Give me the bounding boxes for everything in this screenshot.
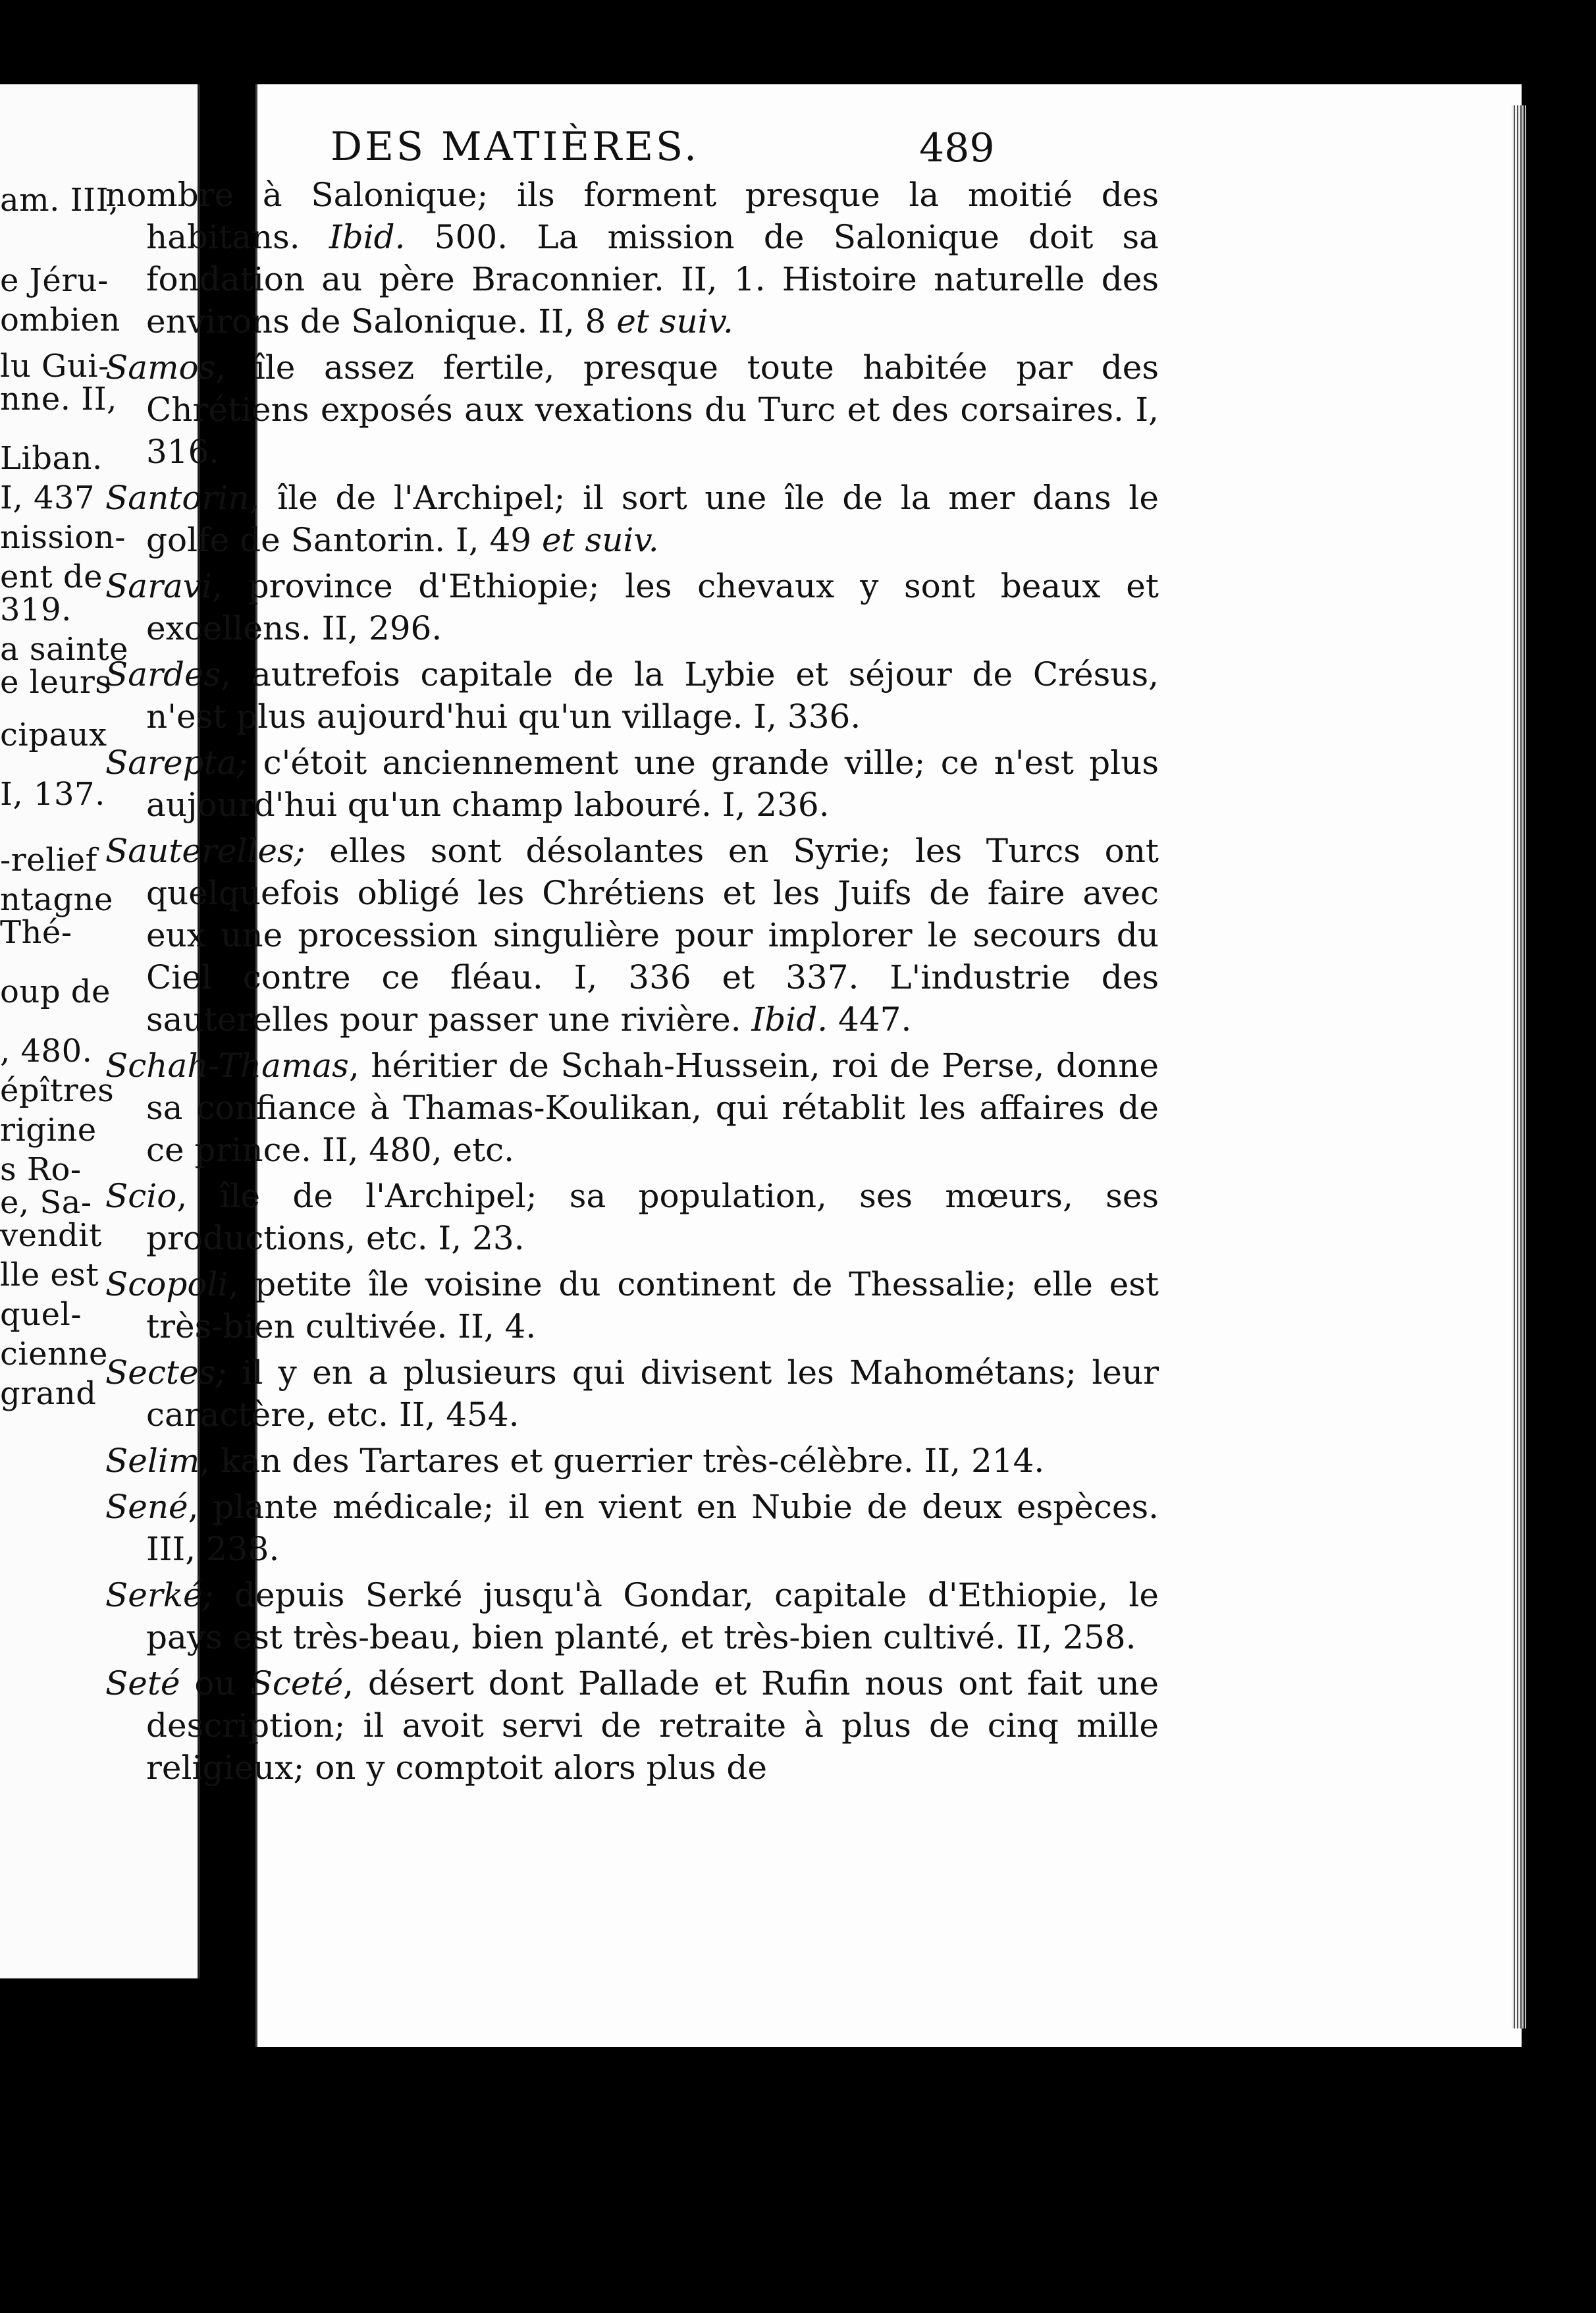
left-page-line: lle est (0, 1257, 99, 1293)
entry-text: Ibid. (329, 218, 406, 256)
entry-headword: Scio (105, 1177, 177, 1215)
index-entry (105, 1486, 1159, 1570)
index-entry (105, 174, 1159, 342)
entry-headword: Sardes (105, 655, 221, 694)
entry-text: 447. (828, 1000, 912, 1039)
left-page-line: rigine (0, 1112, 97, 1149)
entry-headword: Sené (105, 1488, 188, 1526)
left-page-line: I, 137. (0, 776, 105, 813)
entry-text: et suiv. (541, 521, 659, 559)
entry-text: , désert dont Pallade et Rufin nous ont fait une description; il avoit servi de retraite à plus de cinq mille religieux; on y comptoit alors plus de (146, 1664, 1159, 1787)
entry-text: il y en a plusieurs qui divisent les Mahométans; leur caractère, etc. II, 454. (146, 1353, 1159, 1434)
left-page-line: oup de (0, 973, 111, 1010)
entry-text: elles sont désolantes en Syrie; les Turcs ont quelquefois obligé les Chrétiens et les Juifs de faire avec eux une procession singulière pour implorer le secours du Ciel contre ce fléau. I, 336 et 337. L'industrie des sauterelles pour passer une rivière. (146, 832, 1159, 1039)
entry-headword: Serké; (105, 1576, 214, 1614)
entry-headword: Selim (105, 1442, 200, 1480)
left-page-line: ombien (0, 302, 120, 339)
left-page-line: am. III, (0, 182, 119, 219)
index-entry (105, 1574, 1159, 1658)
index-entry (105, 830, 1159, 1041)
left-page-line: ntagne (0, 881, 113, 918)
left-page-line: ent de (0, 558, 103, 595)
entry-text: , île de l'Archipel; il sort une île de la mer dans le golfe de Santorin. I, 49 (146, 479, 1159, 559)
entry-headword: Schah-Thamas (105, 1047, 349, 1085)
entry-text: , autrefois capitale de la Lybie et séjour de Crésus, n'est plus aujourd'hui qu'un village. I, 336. (146, 655, 1159, 736)
index-entry (105, 477, 1159, 561)
running-header-title: DES MATIÈRES. (331, 124, 700, 170)
left-page-line: lu Gui- (0, 348, 109, 385)
entry-headword: Seté (105, 1664, 180, 1702)
entry-text: , île assez fertile, presque toute habitée par des Chrétiens exposés aux vexations du Turc et des corsaires. I, 316. (146, 348, 1159, 471)
entry-text: , héritier de Schah-Hussein, roi de Perse, donne sa confiance à Thamas-Koulikan, qui rétablit les affaires de ce prince. II, 480, etc. (146, 1047, 1159, 1169)
left-page-line: s Ro- (0, 1151, 82, 1188)
entry-text: depuis Serké jusqu'à Gondar, capitale d'Ethiopie, le pays est très-beau, bien planté, et très-bien cultivé. II, 258. (146, 1576, 1159, 1656)
left-page-line: nne. II, (0, 381, 117, 418)
left-page-line: cipaux (0, 717, 107, 753)
index-entry (105, 1175, 1159, 1259)
page-number: 489 (919, 125, 995, 171)
left-page-line: nission- (0, 519, 126, 556)
left-page-line: -relief (0, 842, 97, 879)
entry-text: nombre à Salonique; ils forment presque la moitié des habitans. (105, 176, 1159, 256)
entry-text: , province d'Ethiopie; les chevaux y sont beaux et excellens. II, 296. (146, 567, 1159, 647)
left-page-line: vendit (0, 1217, 102, 1254)
left-page-line: quel- (0, 1296, 82, 1333)
left-page-line: grand (0, 1375, 97, 1412)
page-edge (1512, 105, 1526, 2028)
index-entry (105, 1662, 1159, 1789)
entry-headword: Scopoli (105, 1265, 228, 1303)
index-entry (105, 742, 1159, 826)
entry-headword: Sauterelles; (105, 832, 306, 870)
left-page-line: e Jéru- (0, 262, 109, 299)
left-page-line: épîtres (0, 1072, 115, 1109)
left-page-line: e, Sa- (0, 1184, 92, 1221)
index-entries (105, 174, 1159, 1793)
entry-text: , plante médicale; il en vient en Nubie de deux espèces. III, 238. (146, 1488, 1159, 1568)
entry-text: , petite île voisine du continent de Thessalie; elle est très-bien cultivée. II, 4. (146, 1265, 1159, 1346)
entry-text: Ibid. (751, 1000, 828, 1039)
left-page-line: , 480. (0, 1033, 93, 1070)
entry-headword: Sectes; (105, 1353, 227, 1392)
entry-text: et suiv. (616, 302, 733, 340)
index-entry (105, 653, 1159, 738)
left-page-line: a sainte (0, 631, 129, 668)
index-entry (105, 1045, 1159, 1171)
entry-text: , kan des Tartares et guerrier très-célèbre. II, 214. (200, 1442, 1045, 1480)
left-page-line: cienne (0, 1336, 108, 1373)
entry-headword: Sarepta; (105, 744, 248, 782)
left-page-line: I, 437 (0, 479, 95, 516)
entry-headword: Samos (105, 348, 216, 387)
index-entry (105, 346, 1159, 473)
entry-text: , île de l'Archipel; sa population, ses mœurs, ses productions, etc. I, 23. (146, 1177, 1159, 1257)
left-page-line: 319. (0, 591, 72, 628)
index-entry (105, 1351, 1159, 1436)
entry-text: Sceté (250, 1664, 344, 1702)
left-page-line: e leurs (0, 664, 112, 701)
entry-headword: Saravi (105, 567, 213, 605)
left-page-line: Thé- (0, 914, 72, 951)
index-entry (105, 1440, 1159, 1482)
left-page-line: Liban. (0, 440, 103, 477)
entry-headword: Santorin (105, 479, 250, 517)
entry-text: ou (180, 1664, 250, 1702)
index-entry (105, 1263, 1159, 1347)
entry-text: c'étoit anciennement une grande ville; ce n'est plus aujourd'hui qu'un champ labouré. I, 236. (146, 744, 1159, 824)
entry-text: 500. La mission de Salonique doit sa fondation au père Braconnier. II, 1. Histoire naturelle des environs de Salonique. II, 8 (146, 218, 1159, 340)
index-entry (105, 565, 1159, 649)
